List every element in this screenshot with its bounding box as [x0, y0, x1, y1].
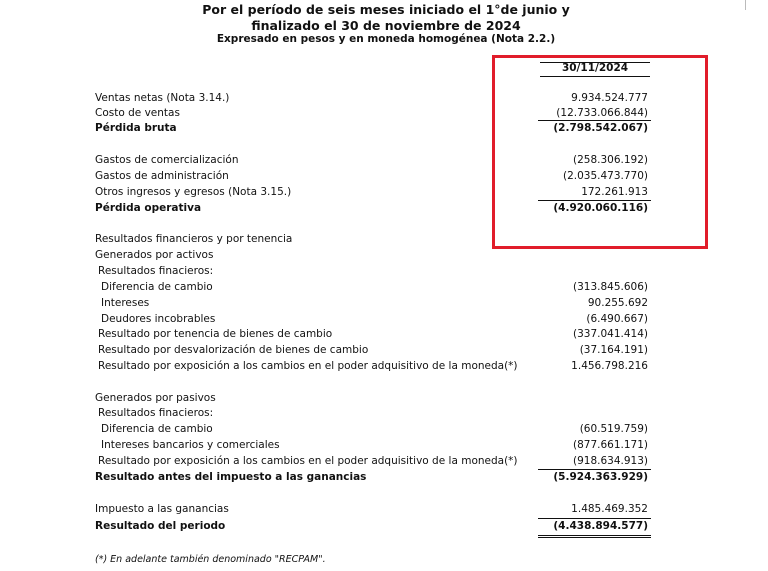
- row-label: Intereses bancarios y comerciales: [101, 439, 280, 451]
- row-value: (918.634.913): [573, 455, 648, 467]
- row-value: 172.261.913: [581, 186, 648, 198]
- row-label: Generados por activos: [95, 249, 214, 261]
- row-label: Costo de ventas: [95, 107, 180, 119]
- row-value: (258.306.192): [573, 154, 648, 166]
- row-value: (12.733.066.844): [556, 107, 648, 119]
- row-label: Pérdida bruta: [95, 122, 177, 134]
- row-value: 1.456.798.216: [571, 360, 648, 372]
- row-label: Resultado por desvalorización de bienes de cambio: [98, 344, 369, 356]
- row-label: Ventas netas (Nota 3.14.): [95, 92, 230, 104]
- row-label: Otros ingresos y egresos (Nota 3.15.): [95, 186, 292, 198]
- row-label: Deudores incobrables: [101, 313, 216, 325]
- row-costo-ventas: [0, 106, 768, 121]
- row-value: (60.519.759): [579, 423, 648, 435]
- row-value: (337.041.414): [573, 328, 648, 340]
- row-value: (2.798.542.067): [553, 122, 648, 134]
- row-value: (5.924.363.929): [553, 471, 648, 483]
- row-gastos-administracion: [0, 169, 768, 184]
- column-header-date: 30/11/2024: [540, 62, 650, 77]
- title-line-1: Por el período de seis meses iniciado el 1°de junio y: [202, 2, 570, 17]
- row-recpam-activos: [0, 359, 768, 374]
- row-tenencia-bienes: [0, 327, 768, 342]
- row-label: Resultado por tenencia de bienes de cambio: [98, 328, 333, 340]
- double-underline-1: [538, 535, 651, 536]
- row-label: Gastos de comercialización: [95, 154, 239, 166]
- row-ventas-netas: [0, 91, 768, 106]
- row-label: Resultado del periodo: [95, 520, 226, 532]
- row-label: Resultado por exposición a los cambios en el poder adquisitivo de la moneda(*): [98, 455, 518, 467]
- row-resultados-finacieros-activos: [0, 264, 768, 279]
- footnote: (*) En adelante también denominado "RECPAM".: [95, 554, 326, 565]
- row-resultados-financieros: [0, 232, 768, 247]
- highlight-box: [492, 55, 708, 249]
- row-label: Resultados finacieros:: [98, 265, 214, 277]
- row-impuesto-ganancias: [0, 502, 768, 517]
- row-generados-pasivos: [0, 391, 768, 406]
- report-title: [2, 2, 768, 34]
- row-gastos-comercializacion: [0, 153, 768, 168]
- row-label: Resultados finacieros:: [98, 407, 214, 419]
- row-value: (4.438.894.577): [553, 520, 648, 532]
- row-label: Intereses: [101, 297, 150, 309]
- row-value: 90.255.692: [587, 297, 648, 309]
- row-intereses: [0, 296, 768, 311]
- row-diferencia-cambio-activos: [0, 280, 768, 295]
- row-label: Resultado por exposición a los cambios en el poder adquisitivo de la moneda(*): [98, 360, 518, 372]
- title-line-2: finalizado el 30 de noviembre de 2024: [251, 18, 521, 33]
- row-label: Resultado antes del impuesto a las ganancias: [95, 471, 367, 483]
- row-perdida-operativa: [0, 201, 768, 216]
- double-underline-2: [538, 537, 651, 538]
- row-diferencia-cambio-pasivos: [0, 422, 768, 437]
- row-intereses-bancarios: [0, 438, 768, 453]
- row-desvalorizacion-bienes: [0, 343, 768, 358]
- row-label: Resultados financieros y por tenencia: [95, 233, 293, 245]
- row-value: (313.845.606): [573, 281, 648, 293]
- row-value: (877.661.171): [573, 439, 648, 451]
- row-label: Gastos de administración: [95, 170, 229, 182]
- row-otros-ingresos: [0, 185, 768, 200]
- row-value: (2.035.473.770): [562, 170, 648, 182]
- row-resultado-antes-impuesto: [0, 470, 768, 485]
- row-label: Diferencia de cambio: [101, 281, 213, 293]
- row-generados-activos: [0, 248, 768, 263]
- row-label: Impuesto a las ganancias: [95, 503, 229, 515]
- row-value: (4.920.060.116): [553, 202, 648, 214]
- row-value: (37.164.191): [579, 344, 648, 356]
- row-label: Diferencia de cambio: [101, 423, 213, 435]
- report-subtitle: Expresado en pesos y en moneda homogénea (Nota 2.2.): [216, 33, 556, 45]
- row-label: Generados por pasivos: [95, 392, 216, 404]
- row-value: (6.490.667): [586, 313, 648, 325]
- row-resultado-periodo: [0, 519, 768, 534]
- row-value: 9.934.524.777: [571, 92, 648, 104]
- row-perdida-bruta: [0, 121, 768, 136]
- row-recpam-pasivos: [0, 454, 768, 469]
- row-deudores-incobrables: [0, 312, 768, 327]
- row-label: Pérdida operativa: [95, 202, 202, 214]
- row-value: 1.485.469.352: [571, 503, 648, 515]
- row-resultados-finacieros-pasivos: [0, 406, 768, 421]
